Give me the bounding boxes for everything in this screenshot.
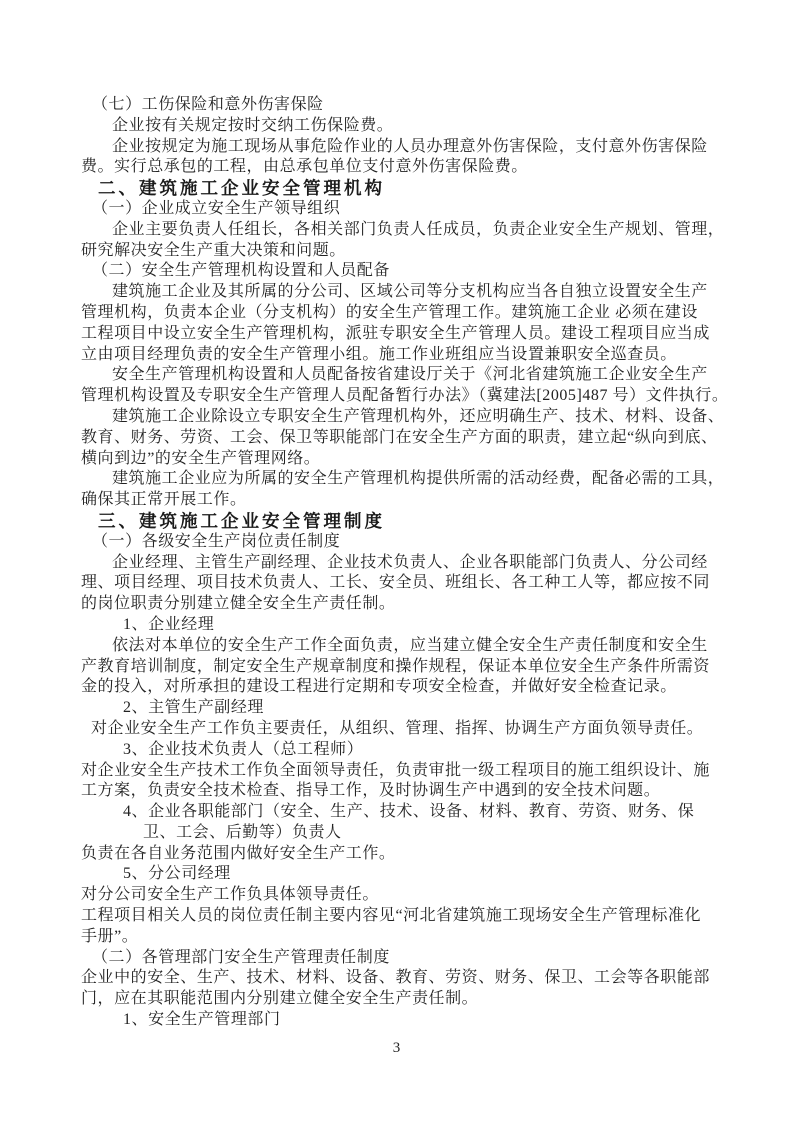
- text-line: 教育、财务、劳资、工会、保卫等职能部门在安全生产方面的职责，建立起“纵向到底、: [81, 428, 718, 446]
- text-line: 卫、工会、后勤等）负责人: [143, 823, 342, 841]
- text-line: 对企业安全生产技术工作负全面领导责任，负责审批一级工程项目的施工组织设计、施: [81, 761, 710, 779]
- text-line: （二）安全生产管理机构设置和人员配备: [92, 262, 390, 280]
- text-line: 门，应在其职能范围内分别建立健全安全生产责任制。: [81, 990, 479, 1008]
- text-line: 企业经理、主管生产副经理、企业技术负责人、企业各职能部门负责人、分公司经: [112, 553, 708, 571]
- text-line: 费。实行总承包的工程，由总承包单位支付意外伤害保险费。: [81, 158, 528, 176]
- text-line: 的岗位职责分别建立健全安全生产责任制。: [81, 595, 396, 613]
- text-line: 依法对本单位的安全生产工作全面负责，应当建立健全安全生产责任制度和安全生: [112, 636, 708, 654]
- page-number: 3: [392, 1040, 401, 1056]
- text-line: 工程项目中设立安全生产管理机构，派驻专职安全生产管理人员。建设工程项目应当成: [81, 324, 710, 342]
- text-line: 研究解决安全生产重大决策和问题。: [81, 241, 346, 259]
- text-line: 企业主要负责人任组长，各相关部门负责人任成员，负责企业安全生产规划、管理，: [112, 220, 725, 238]
- text-line: 对分公司安全生产工作负具体领导责任。: [81, 886, 379, 904]
- text-line: 1、安全生产管理部门: [123, 1011, 281, 1029]
- text-line: 建筑施工企业除设立专职安全生产管理机构外，还应明确生产、技术、材料、设备、: [112, 407, 725, 425]
- text-line: 1、企业经理: [123, 615, 215, 633]
- text-line: 三、建筑施工企业安全管理制度: [98, 510, 385, 531]
- text-line: 企业按有关规定按时交纳工伤保险费。: [112, 116, 394, 134]
- text-line: （七）工伤保险和意外伤害保险: [92, 96, 324, 113]
- text-line: 理、项目经理、项目技术负责人、工长、安全员、班组长、各工种工人等，都应按不同: [81, 574, 710, 592]
- text-line: 立由项目经理负责的安全生产管理小组。施工作业班组应当设置兼职安全巡查员。: [81, 345, 677, 363]
- text-line: 负责在各自业务范围内做好安全生产工作。: [81, 844, 396, 862]
- text-line: 工方案，负责安全技术检查、指导工作，及时协调生产中遇到的安全技术问题。: [81, 782, 661, 800]
- text-line: 4、企业各职能部门（安全、生产、技术、设备、材料、教育、劳资、财务、保: [123, 803, 695, 821]
- text-line: 横向到边”的安全生产管理网络。: [81, 449, 321, 467]
- text-line: 安全生产管理机构设置和人员配备按省建设厅关于《河北省建筑施工企业安全生产: [112, 366, 708, 384]
- text-line: 3、企业技术负责人（总工程师）: [123, 740, 364, 758]
- text-line: 工程项目相关人员的岗位责任制主要内容见“河北省建筑施工现场安全生产管理标准化: [81, 907, 702, 925]
- text-line: （一）企业成立安全生产领导组织: [92, 199, 341, 217]
- text-line: 产教育培训制度，制定安全生产规章制度和操作规程，保证本单位安全生产条件所需资: [81, 657, 710, 675]
- text-line: 建筑施工企业应为所属的安全生产管理机构提供所需的活动经费，配备必需的工具，: [112, 470, 725, 488]
- text-line: 企业中的安全、生产、技术、材料、设备、教育、劳资、财务、保卫、工会等各职能部: [81, 969, 710, 987]
- text-line: 对企业安全生产工作负主要责任，从组织、管理、指挥、协调生产方面负领导责任。: [91, 719, 704, 737]
- text-line: 管理机构设置及专职安全生产管理人员配备暂行办法》（冀建法[2005]487 号）文件执行。: [81, 387, 729, 405]
- text-line: 企业按规定为施工现场从事危险作业的人员办理意外伤害保险，支付意外伤害保险: [112, 137, 708, 155]
- text-line: 确保其正常开展工作。: [81, 491, 247, 509]
- text-line: 建筑施工企业及其所属的分公司、区域公司等分支机构应当各自独立设置安全生产: [112, 283, 708, 301]
- text-line: 5、分公司经理: [123, 865, 231, 883]
- text-line: （一）各级安全生产岗位责任制度: [92, 532, 341, 550]
- text-line: 手册”。: [81, 927, 139, 945]
- text-line: 管理机构，负责本企业（分支机构）的安全生产管理工作。建筑施工企业 必须在建设: [81, 303, 698, 321]
- text-line: （二）各管理部门安全生产管理责任制度: [92, 948, 390, 966]
- document-body: [81, 95, 729, 1031]
- text-line: 金的投入，对所承担的建设工程进行定期和专项安全检查，并做好安全检查记录。: [81, 678, 677, 696]
- text-line: 2、主管生产副经理: [123, 699, 264, 717]
- text-line: 二、建筑施工企业安全管理机构: [98, 178, 385, 199]
